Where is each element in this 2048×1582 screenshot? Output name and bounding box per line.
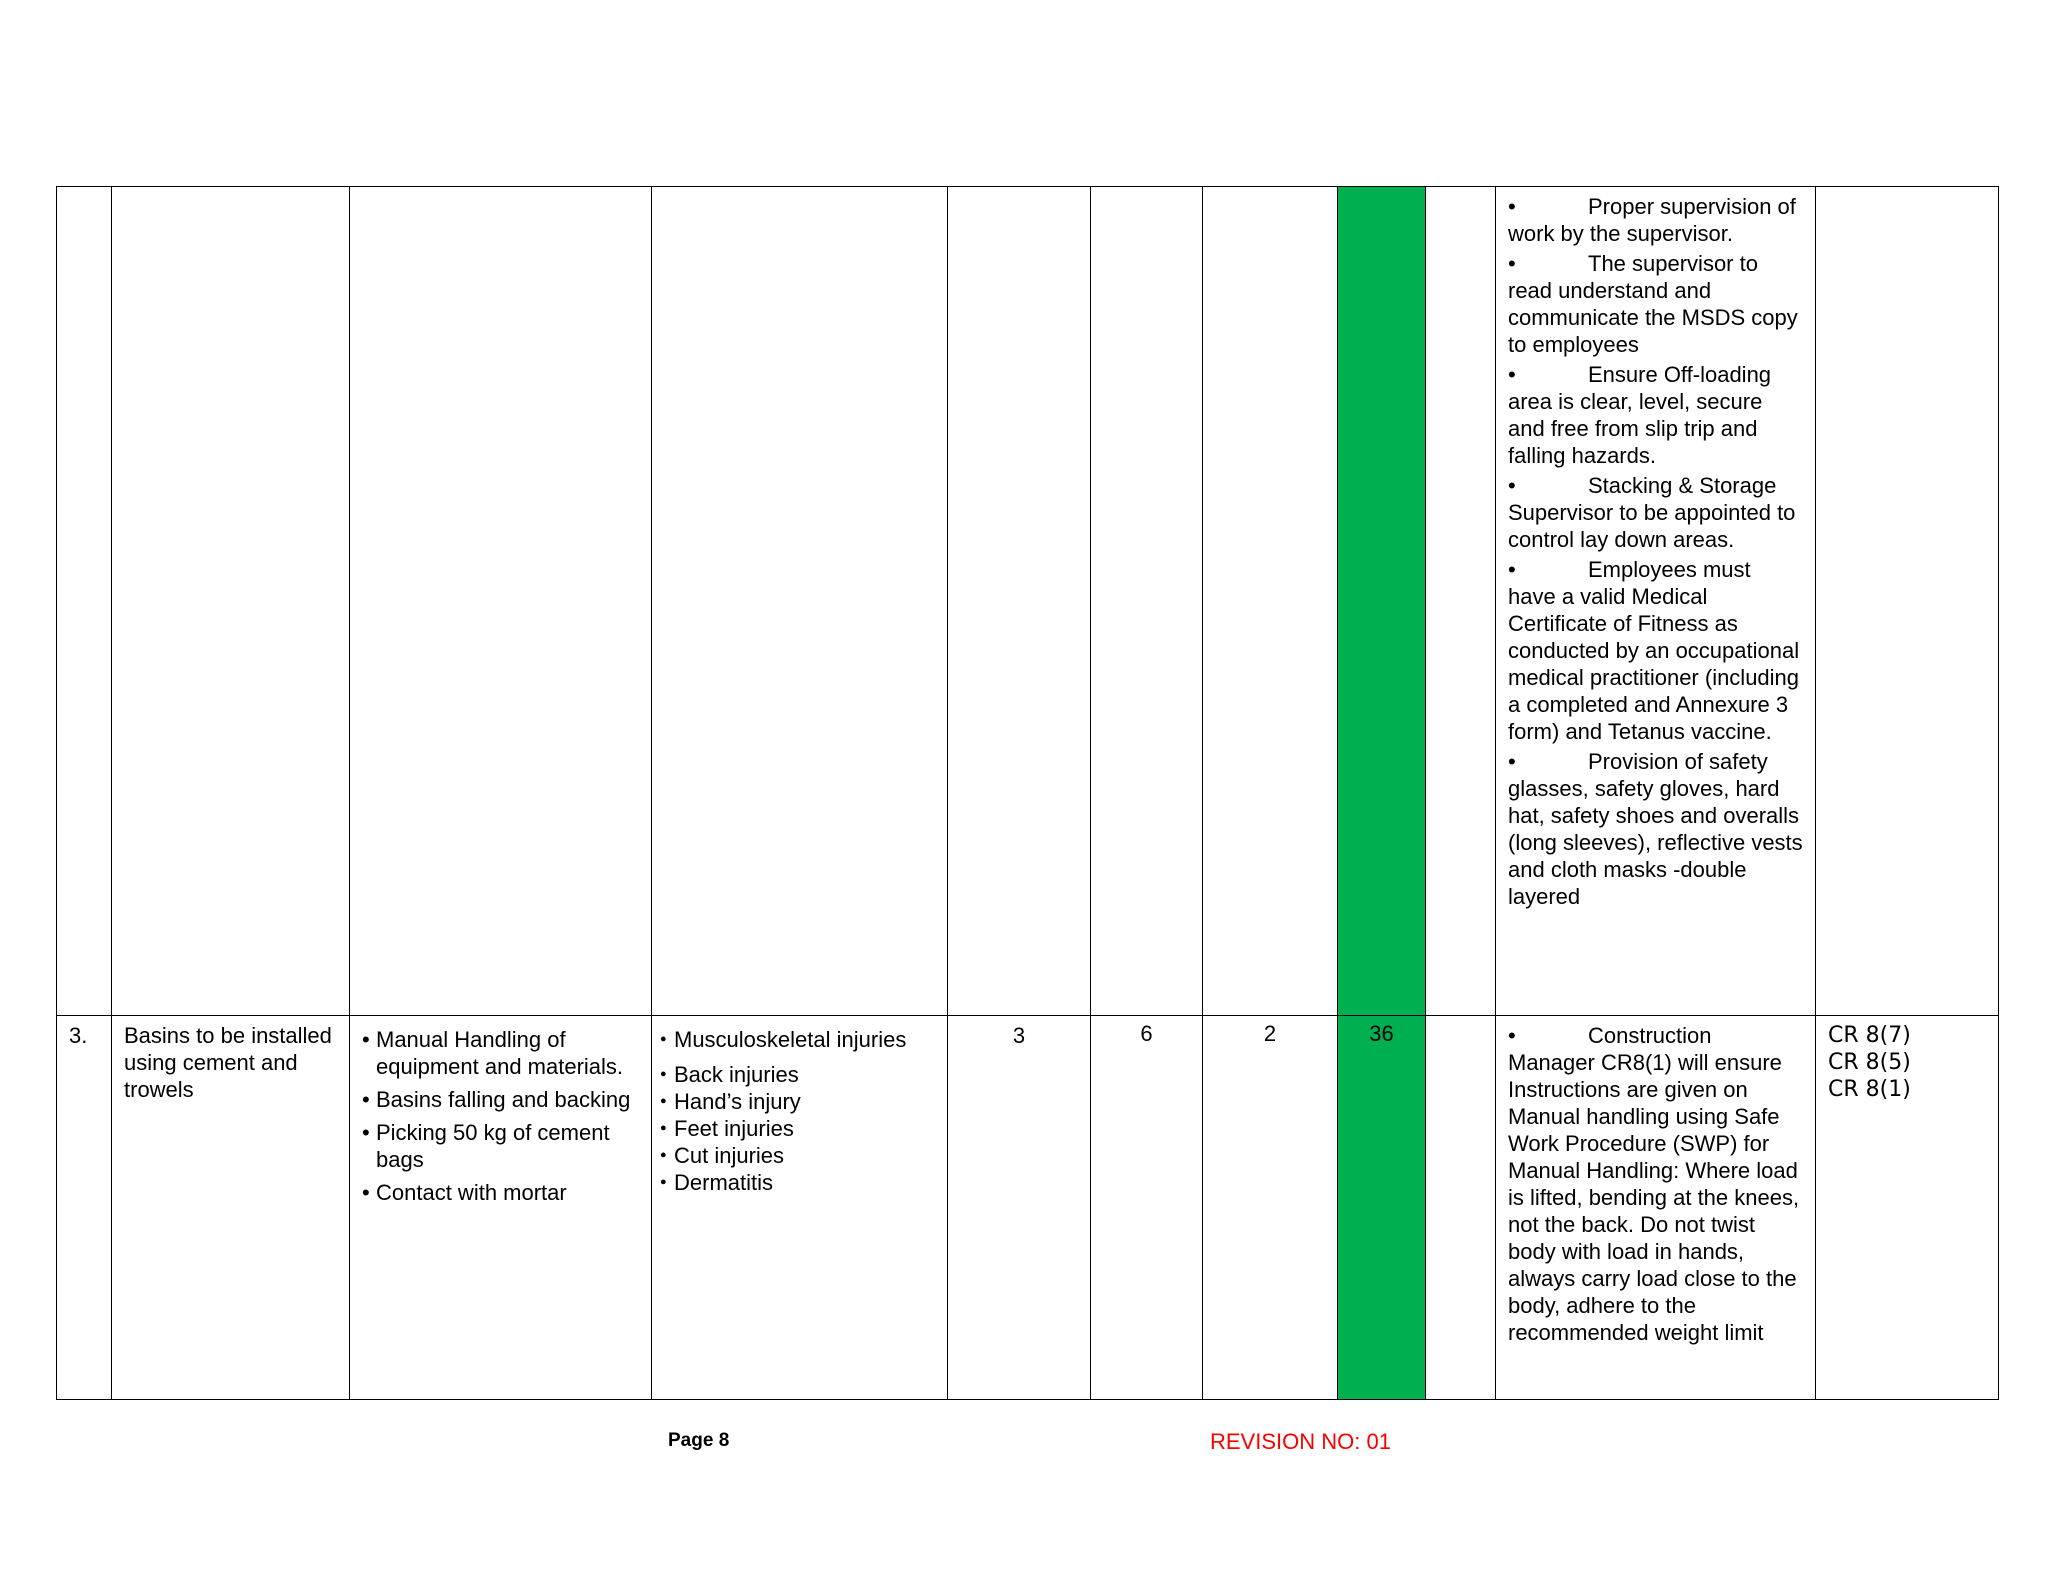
control-item: • The supervisor to read understand and communicate the MSDS copy to employees	[1508, 251, 1798, 357]
legal-ref: CR 8(1)	[1828, 1077, 1911, 1102]
control-item: • Ensure Off-loading area is clear, level, secure and free from slip trip and falling hazards.	[1508, 362, 1772, 468]
risk-assessment-table	[56, 186, 1999, 1400]
hazard-cell	[350, 1016, 652, 1400]
hazard-cell	[350, 187, 652, 1016]
risk-cell	[652, 1016, 948, 1400]
risk-rating-cell	[1338, 187, 1426, 1016]
list-item: ● Hand’s injury	[660, 1088, 935, 1115]
activity-cell: Basins to be installed using cement and trowels	[112, 1016, 350, 1400]
legal-cell	[1816, 1016, 1999, 1400]
hazard-list	[362, 1026, 639, 1206]
controls-cell	[1496, 1016, 1816, 1400]
list-item: ● Feet injuries	[660, 1115, 935, 1142]
revision-number: REVISION NO: 01	[1210, 1429, 1391, 1454]
value-cell: 2	[1203, 1016, 1338, 1400]
risk-list	[660, 1026, 935, 1196]
activity-cell	[112, 187, 350, 1016]
list-item: ● Back injuries	[660, 1061, 935, 1088]
control-item: • Construction Manager CR8(1) will ensure Instructions are given on Manual handling using Safe Work Procedure (SWP) for Manual Handling: Where load is lifted, bending at the knees, not the back. Do not twist body with load in hands, always carry load close to the body, adhere to the recommended weight limit	[1508, 1023, 1800, 1345]
list-item: ● Cut injuries	[660, 1142, 935, 1169]
value-cell	[1091, 187, 1203, 1016]
table-row	[57, 1016, 1999, 1400]
list-item: • Picking 50 kg of cement bags	[362, 1119, 639, 1173]
value-cell: 3	[948, 1016, 1091, 1400]
value-cell: 6	[1091, 1016, 1203, 1400]
list-item: • Contact with mortar	[362, 1179, 639, 1206]
list-item: • Manual Handling of equipment and materials.	[362, 1026, 639, 1080]
page-number: Page 8	[668, 1430, 730, 1451]
legal-cell	[1816, 187, 1999, 1016]
list-item: ● Musculoskeletal injuries	[660, 1026, 935, 1053]
risk-rating-cell: 36	[1338, 1016, 1426, 1400]
row-number-cell	[57, 187, 112, 1016]
legal-ref: CR 8(5)	[1828, 1050, 1911, 1075]
blank-cell	[1426, 187, 1496, 1016]
control-item: • Proper supervision of work by the supervisor.	[1508, 194, 1796, 246]
risk-cell	[652, 187, 948, 1016]
control-item: • Stacking & Storage Supervisor to be appointed to control lay down areas.	[1508, 473, 1796, 552]
control-item: • Provision of safety glasses, safety gloves, hard hat, safety shoes and overalls (long sleeves), reflective vests and cloth masks -double layered	[1508, 749, 1803, 909]
controls-cell	[1496, 187, 1816, 1016]
blank-cell	[1426, 1016, 1496, 1400]
list-item: • Basins falling and backing	[362, 1086, 639, 1113]
list-item: ● Dermatitis	[660, 1169, 935, 1196]
legal-ref: CR 8(7)	[1828, 1023, 1911, 1048]
control-item: • Employees must have a valid Medical Certificate of Fitness as conducted by an occupational medical practitioner (including a completed and Annexure 3 form) and Tetanus vaccine.	[1508, 557, 1800, 744]
value-cell	[1203, 187, 1338, 1016]
row-number-cell: 3.	[57, 1016, 112, 1400]
value-cell	[948, 187, 1091, 1016]
table-row	[57, 187, 1999, 1016]
